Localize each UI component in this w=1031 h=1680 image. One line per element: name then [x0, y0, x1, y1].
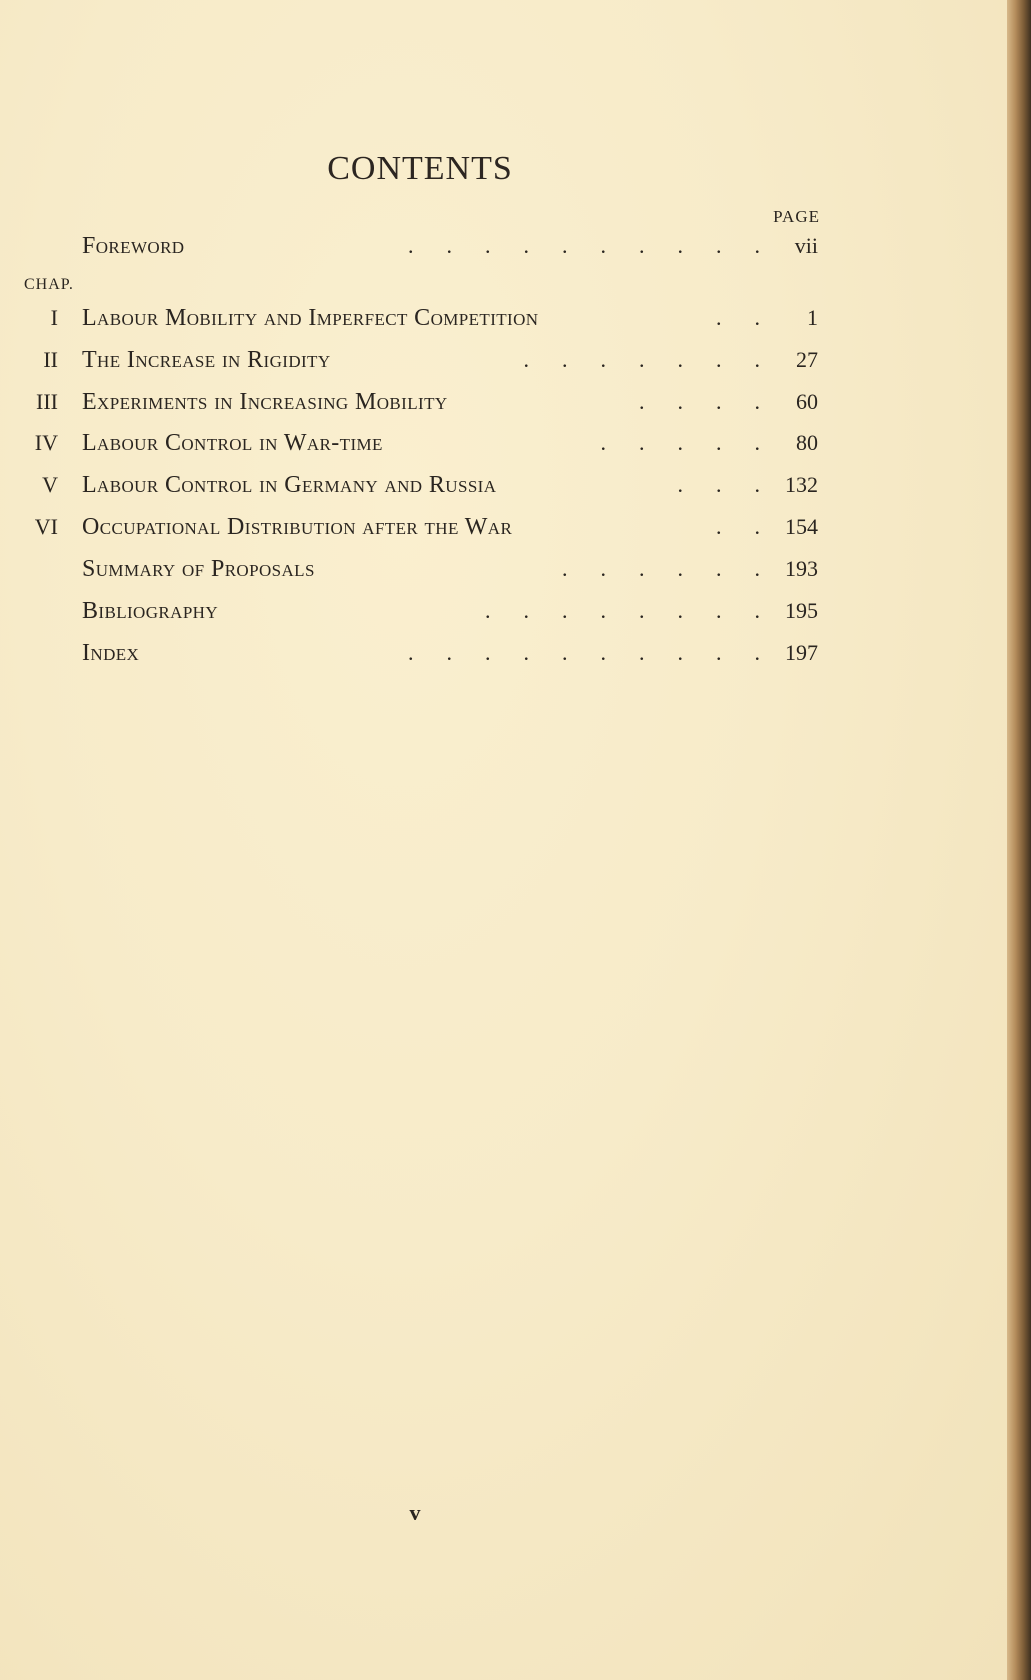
toc-entry-title: Index: [82, 640, 140, 666]
leader-dots: . . . . . . . .: [485, 598, 760, 623]
toc-entry-title: Labour Mobility and Imperfect Competition: [82, 305, 539, 331]
toc-entry-bibliography: [0, 591, 830, 631]
toc-chapter-number: VI: [34, 514, 58, 539]
toc-entry-chapter-6: [0, 507, 830, 547]
toc-page-number: vii: [794, 233, 818, 258]
toc-entry-foreword: [0, 226, 830, 266]
toc-entry-title: Occupational Distribution after the War: [82, 514, 513, 540]
toc-chapter-number: IV: [34, 430, 58, 455]
toc-entry-title: Labour Control in War-time: [82, 430, 383, 456]
leader-dots: . . .: [677, 472, 760, 497]
toc-page-number: 27: [796, 347, 818, 372]
toc-page-number: 195: [785, 598, 818, 623]
toc-entry-chapter-1: [0, 298, 830, 338]
toc-page-number: 197: [785, 640, 818, 665]
toc-page-number: 193: [785, 556, 818, 581]
toc-entry-title: The Increase in Rigidity: [82, 347, 331, 373]
toc-entry-chapter-2: [0, 340, 830, 380]
page-column-heading: PAGE: [773, 207, 820, 226]
toc-chapter-number: I: [50, 305, 58, 330]
toc-entry-summary: [0, 549, 830, 589]
toc-entry-chapter-4: [0, 423, 830, 463]
toc-page-number: 132: [785, 472, 818, 497]
page-folio: v: [409, 1500, 421, 1525]
leader-dots: . . . .: [639, 389, 760, 414]
leader-dots: . . . . .: [600, 430, 760, 455]
leader-dots: . .: [716, 305, 760, 330]
toc-page-number: 60: [796, 389, 818, 414]
toc-chapter-number: III: [36, 389, 58, 414]
leader-dots: . .: [716, 514, 760, 539]
leader-dots: . . . . . .: [562, 556, 760, 581]
toc-entry-chapter-5: [0, 465, 830, 505]
toc-chapter-number: V: [42, 472, 58, 497]
toc-page-number: 80: [796, 430, 818, 455]
toc-page-number: 154: [785, 514, 818, 539]
toc-entry-title: Labour Control in Germany and Russia: [82, 472, 497, 498]
page-title: CONTENTS: [327, 150, 513, 187]
chapter-column-heading: CHAP.: [24, 276, 74, 293]
toc-entry-chapter-3: [0, 382, 830, 422]
book-edge: [1007, 0, 1031, 1680]
toc-entry-title: Summary of Proposals: [82, 556, 315, 582]
leader-dots: . . . . . . . . . .: [408, 233, 760, 258]
toc-entry-index: [0, 633, 830, 673]
leader-dots: . . . . . . . . . .: [408, 640, 760, 665]
toc-page-number: 1: [807, 305, 818, 330]
toc-chapter-number: II: [43, 347, 58, 372]
leader-dots: . . . . . . .: [523, 347, 760, 372]
toc-entry-title: Bibliography: [82, 598, 219, 624]
toc-entry-title: Experiments in Increasing Mobility: [82, 389, 448, 415]
toc-entry-title: Foreword: [82, 233, 185, 259]
